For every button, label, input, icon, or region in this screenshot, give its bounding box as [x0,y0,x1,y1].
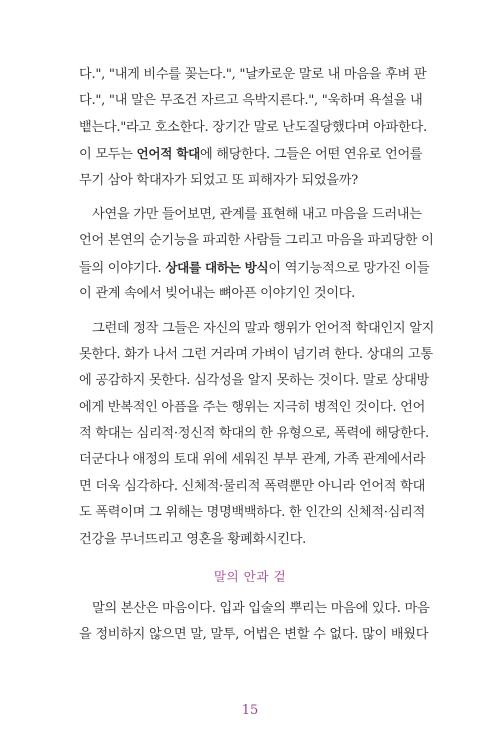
text-line: 뱉는다."라고 호소한다. 장기간 말로 난도질당했다며 아파한다. [79,119,427,135]
text-line: 에게 반복적인 아픔을 주는 행위는 지극히 병적인 것이다. 언어 [79,399,426,415]
text-line: 그런데 정작 그들은 자신의 말과 행위가 언어적 학대인지 알지 [92,320,435,336]
text-line: 다.", "내게 비수를 꽂는다.", "날카로운 말로 내 마음을 후벼 판 [79,67,427,82]
text-line: 을 정비하지 않으면 말, 말투, 어법은 변할 수 없다. 많이 배웠다 [79,627,429,643]
text-line: 면 더욱 심각하다. 신체적·물리적 폭력뿐만 아니라 언어적 학대 [79,478,426,494]
text-line: 언어 본연의 순기능을 파괴한 사람들 그리고 마음을 파괴당한 이 [79,233,434,249]
text-line: 말의 본산은 마음이다. 입과 입술의 뿌리는 마음에 있다. 마음 [92,601,430,616]
paragraph-two [79,202,434,308]
section-paragraph [79,596,431,649]
text-line: 이 관계 속에서 빚어내는 뼈아픈 이야기인 것이다. [79,286,356,302]
text-line: 사연을 가만 들어보면, 관계를 표현해 내고 마음을 드러내는 [92,206,422,222]
text-line: 못한다. 화가 나서 그런 거라며 가벼이 넘기려 한다. 상대의 고통 [79,346,433,362]
bold-term-verbal-abuse: 언어적 학대 [136,146,200,162]
text-line: 더군다나 애정의 토대 위에 세워진 부부 관계, 가족 관계에서라 [79,452,426,468]
text-line: 적 학대는 심리적·정신적 학대의 한 유형으로, 폭력에 해당한다. [79,426,429,442]
opening-paragraph [79,62,435,553]
page-number: 15 [241,703,259,718]
text-segment: 에 해당한다. 그들은 어떤 연유로 언어를 [199,147,423,163]
section-heading: 말의 안과 겉 [213,569,287,584]
text-line: 에 공감하지 못한다. 심각성을 알지 못하는 것이다. 말로 상대방 [79,373,429,389]
text-line: 무기 삼아 학대자가 되었고 또 피해자가 되었을까? [79,172,358,188]
paragraph-three [79,316,435,554]
text-segment: 이 역기능적으로 망가진 이들 [268,260,430,276]
bold-term-treatment: 상대를 대하는 방식 [165,259,269,275]
text-segment: 이 모두는 [79,147,137,163]
text-line: 도 폭력이며 그 위해는 명명백백하다. 한 인간의 신체적·심리적 [79,505,426,521]
text-line: 건강을 무너뜨리고 영혼을 황폐화시킨다. [79,531,307,547]
text-segment: 들의 이야기다. [79,260,166,276]
text-line [79,255,431,281]
text-line: 다.", "내 말은 무조건 자르고 윽박지른다.", "욱하며 욕설을 내 [79,93,423,109]
text-line [79,141,431,167]
